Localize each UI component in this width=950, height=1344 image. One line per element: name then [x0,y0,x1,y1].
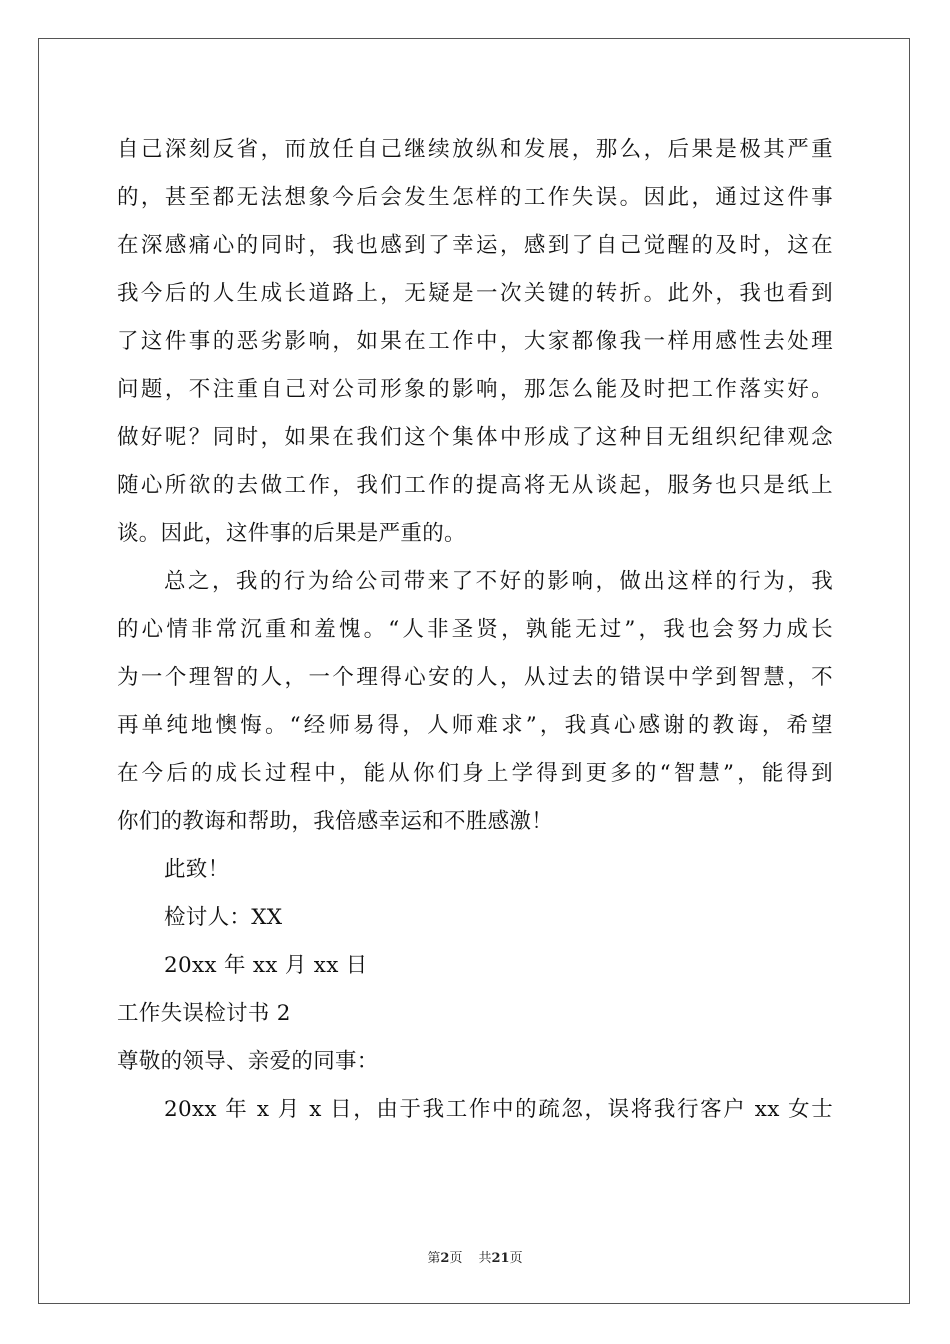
text-line: 的心情非常沉重和羞愧。“人非圣贤，孰能无过”，我也会努力成长 [117,617,833,642]
page-unit: 页 [449,1251,463,1266]
paragraph-first-line: 20xx 年 x 月 x 日，由于我工作中的疏忽，误将我行客户 xx 女士 [164,1097,833,1122]
page-total: 21 [491,1251,510,1266]
text-line: 再单纯地懊悔。“经师易得，人师难求”，我真心感谢的教诲，希望 [117,713,833,738]
page-prefix: 第 [427,1251,441,1266]
text-line: 了这件事的恶劣影响，如果在工作中，大家都像我一样用感性去处理 [117,329,833,354]
text-line: 在深感痛心的同时，我也感到了幸运，感到了自己觉醒的及时，这在 [117,233,833,258]
total-unit: 页 [509,1251,523,1266]
closing-salutation: 此致！ [164,857,230,882]
document-body [117,126,833,1134]
text-line: 做好呢？同时，如果在我们这个集体中形成了这种目无组织纪律观念 [117,425,833,450]
text-line: 问题，不注重自己对公司形象的影响，那怎么能及时把工作落实好。 [117,377,833,402]
text-line: 谈。因此，这件事的后果是严重的。 [117,521,466,546]
greeting-line: 尊敬的领导、亲爱的同事： [117,1049,379,1074]
text-line: 为一个理智的人，一个理得心安的人，从过去的错误中学到智慧，不 [117,665,833,690]
signature-line: 检讨人：XX [164,905,283,930]
total-prefix: 共 [478,1251,492,1266]
text-line: 的，甚至都无法想象今后会发生怎样的工作失误。因此，通过这件事 [117,185,833,210]
page-current: 2 [440,1251,450,1266]
text-line: 你们的教诲和帮助，我倍感幸运和不胜感激！ [117,809,554,834]
text-line: 在今后的成长过程中，能从你们身上学得到更多的“智慧”，能得到 [117,761,833,786]
text-line: 自己深刻反省，而放任自己继续放纵和发展，那么，后果是极其严重 [117,137,833,162]
paragraph-first-line: 总之，我的行为给公司带来了不好的影响，做出这样的行为，我 [164,569,833,594]
date-line: 20xx 年 xx 月 xx 日 [164,953,368,978]
section-heading: 工作失误检讨书 2 [117,1001,291,1026]
text-line: 我今后的人生成长道路上，无疑是一次关键的转折。此外，我也看到 [117,281,833,306]
page-footer [0,1247,950,1266]
text-line: 随心所欲的去做工作，我们工作的提高将无从谈起，服务也只是纸上 [117,473,833,498]
